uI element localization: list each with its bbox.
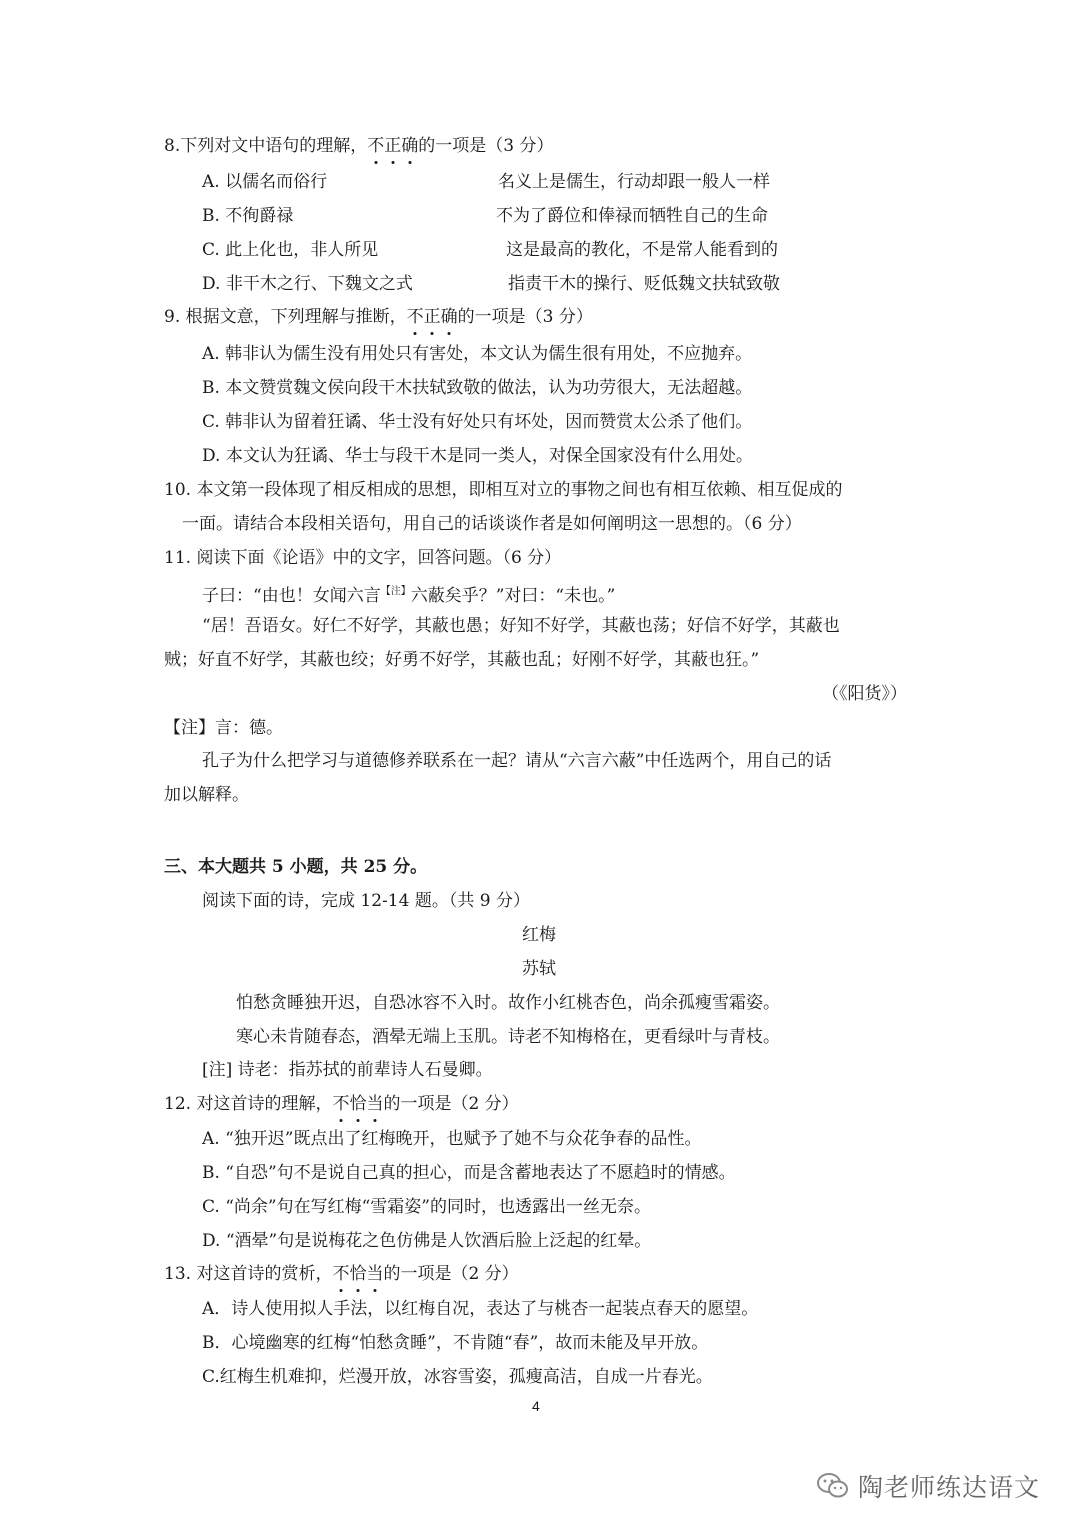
q8-option-a: A. 以儒名而俗行 (202, 172, 328, 192)
q12-option-a: A. “独开迟”既点出了红梅晚开，也赋予了她不与众花争春的品性。 (202, 1129, 702, 1149)
q9-option-c: C. 韩非认为留着狂谲、华士没有好处只有坏处，因而赞赏太公杀了他们。 (202, 412, 753, 432)
q9-option-d: D. 本文认为狂谲、华士与段干木是同一类人，对保全国家没有什么用处。 (202, 446, 753, 466)
q8-option-a-meaning: 名义上是儒生，行动却跟一般人一样 (498, 172, 770, 192)
q12-stem: 12. 对这首诗的理解，不恰当的一项是（2 分） (164, 1094, 519, 1114)
poem-note: [注] 诗老：指苏拭的前辈诗人石曼卿。 (202, 1060, 493, 1080)
emphasis-dot: 恰 (349, 1094, 367, 1114)
emphasis-dot: 正 (423, 307, 441, 327)
page-number: 4 (532, 1398, 540, 1414)
q9-stem: 9. 根据文意，下列理解与推断，不正确的一项是（3 分） (164, 307, 593, 327)
poem-line2: 寒心未肯随春态，酒晕无端上玉肌。诗老不知梅格在，更看绿叶与青枝。 (236, 1027, 780, 1047)
q10-line2: 一面。请结合本段相关语句，用自己的话谈谈作者是如何阐明这一思想的。（6 分） (182, 514, 802, 534)
emphasis-dot: 当 (366, 1264, 384, 1284)
q11-stem: 11. 阅读下面《论语》中的文字，回答问题。（6 分） (164, 548, 562, 568)
emphasis-dot: 恰 (349, 1264, 367, 1284)
watermark-text: 陶老师练达语文 (858, 1473, 1041, 1502)
q8-option-b-meaning: 不为了爵位和俸禄而牺牲自己的生命 (496, 206, 768, 226)
q13-option-c: C.红梅生机难抑，烂漫开放，冰容雪姿，孤瘦高洁，自成一片春光。 (202, 1367, 713, 1387)
q10-line1: 10. 本文第一段体现了相反相成的思想，即相互对立的事物之间也有相互依赖、相互促成的 (164, 480, 843, 500)
q8-stem: 8.下列对文中语句的理解，不正确的一项是（3 分） (164, 136, 554, 156)
emphasis-dot: 确 (401, 136, 419, 156)
q8-option-c: C. 此上化也，非人所见 (202, 240, 379, 260)
q11-quote1: 子曰：“由也！女闻六言$^{【注】}$六蔽矣乎？”对曰：“未也。” (202, 586, 616, 606)
poem-title: 红梅 (522, 925, 556, 945)
q11-quote2: “居！吾语女。好仁不好学，其蔽也愚；好知不好学，其蔽也荡；好信不好学，其蔽也 (202, 616, 840, 636)
emphasis-dot: 当 (366, 1094, 384, 1114)
poem-author: 苏轼 (522, 959, 556, 979)
emphasis-dot: 不 (406, 307, 424, 327)
q13-stem: 13. 对这首诗的赏析，不恰当的一项是（2 分） (164, 1264, 519, 1284)
q9-option-b: B. 本文赞赏魏文侯向段干木扶轼致敬的做法，认为功劳很大，无法超越。 (202, 378, 753, 398)
emphasis-dot: 不 (332, 1094, 350, 1114)
section3-intro: 阅读下面的诗，完成 12-14 题。（共 9 分） (202, 891, 530, 911)
q12-option-c: C. “尚余”句在写红梅“雪霜姿”的同时，也透露出一丝无奈。 (202, 1197, 651, 1217)
watermark (816, 1468, 1040, 1504)
q11-question-line1: 孔子为什么把学习与道德修养联系在一起？请从“六言六蔽”中任选两个，用自己的话 (202, 751, 832, 771)
poem-line1: 怕愁贪睡独开迟，自恐冰容不入时。故作小红桃杏色，尚余孤瘦雪霜姿。 (236, 993, 780, 1013)
q11-source: （《阳货》） (822, 684, 907, 704)
q13-option-a: A．诗人使用拟人手法，以红梅自况，表达了与桃杏一起装点春天的愿望。 (202, 1299, 759, 1319)
q11-quote3: 贼；好直不好学，其蔽也绞；好勇不好学，其蔽也乱；好刚不好学，其蔽也狂。” (164, 650, 760, 670)
emphasis-dot: 确 (440, 307, 458, 327)
q11-question-line2: 加以解释。 (164, 785, 249, 805)
q12-option-d: D. “酒晕”句是说梅花之色仿佛是人饮酒后脸上泛起的红晕。 (202, 1231, 652, 1251)
q9-option-a: A. 韩非认为儒生没有用处只有害处，本文认为儒生很有用处，不应抛弃。 (202, 344, 753, 364)
emphasis-dot: 不 (367, 136, 385, 156)
q12-option-b: B. “自恐”句不是说自己真的担心，而是含蓄地表达了不愿趋时的情感。 (202, 1163, 736, 1183)
q8-option-b: B. 不徇爵禄 (202, 206, 294, 226)
q8-option-d: D. 非干木之行、下魏文之式 (202, 274, 413, 294)
q8-option-c-meaning: 这是最高的教化，不是常人能看到的 (506, 240, 778, 260)
emphasis-dot: 不 (332, 1264, 350, 1284)
emphasis-dot: 正 (384, 136, 402, 156)
q13-option-b: B．心境幽寒的红梅“怕愁贪睡”，不肯随“春”，故而未能及早开放。 (202, 1333, 709, 1353)
wechat-icon (816, 1472, 850, 1500)
q8-option-d-meaning: 指责干木的操行、贬低魏文扶轼致敬 (508, 274, 780, 294)
q11-note: 【注】言：德。 (164, 718, 283, 738)
section3-heading: 三、本大题共 5 小题，共 25 分。 (164, 857, 428, 877)
footnote-marker: 【注】 (380, 586, 411, 597)
